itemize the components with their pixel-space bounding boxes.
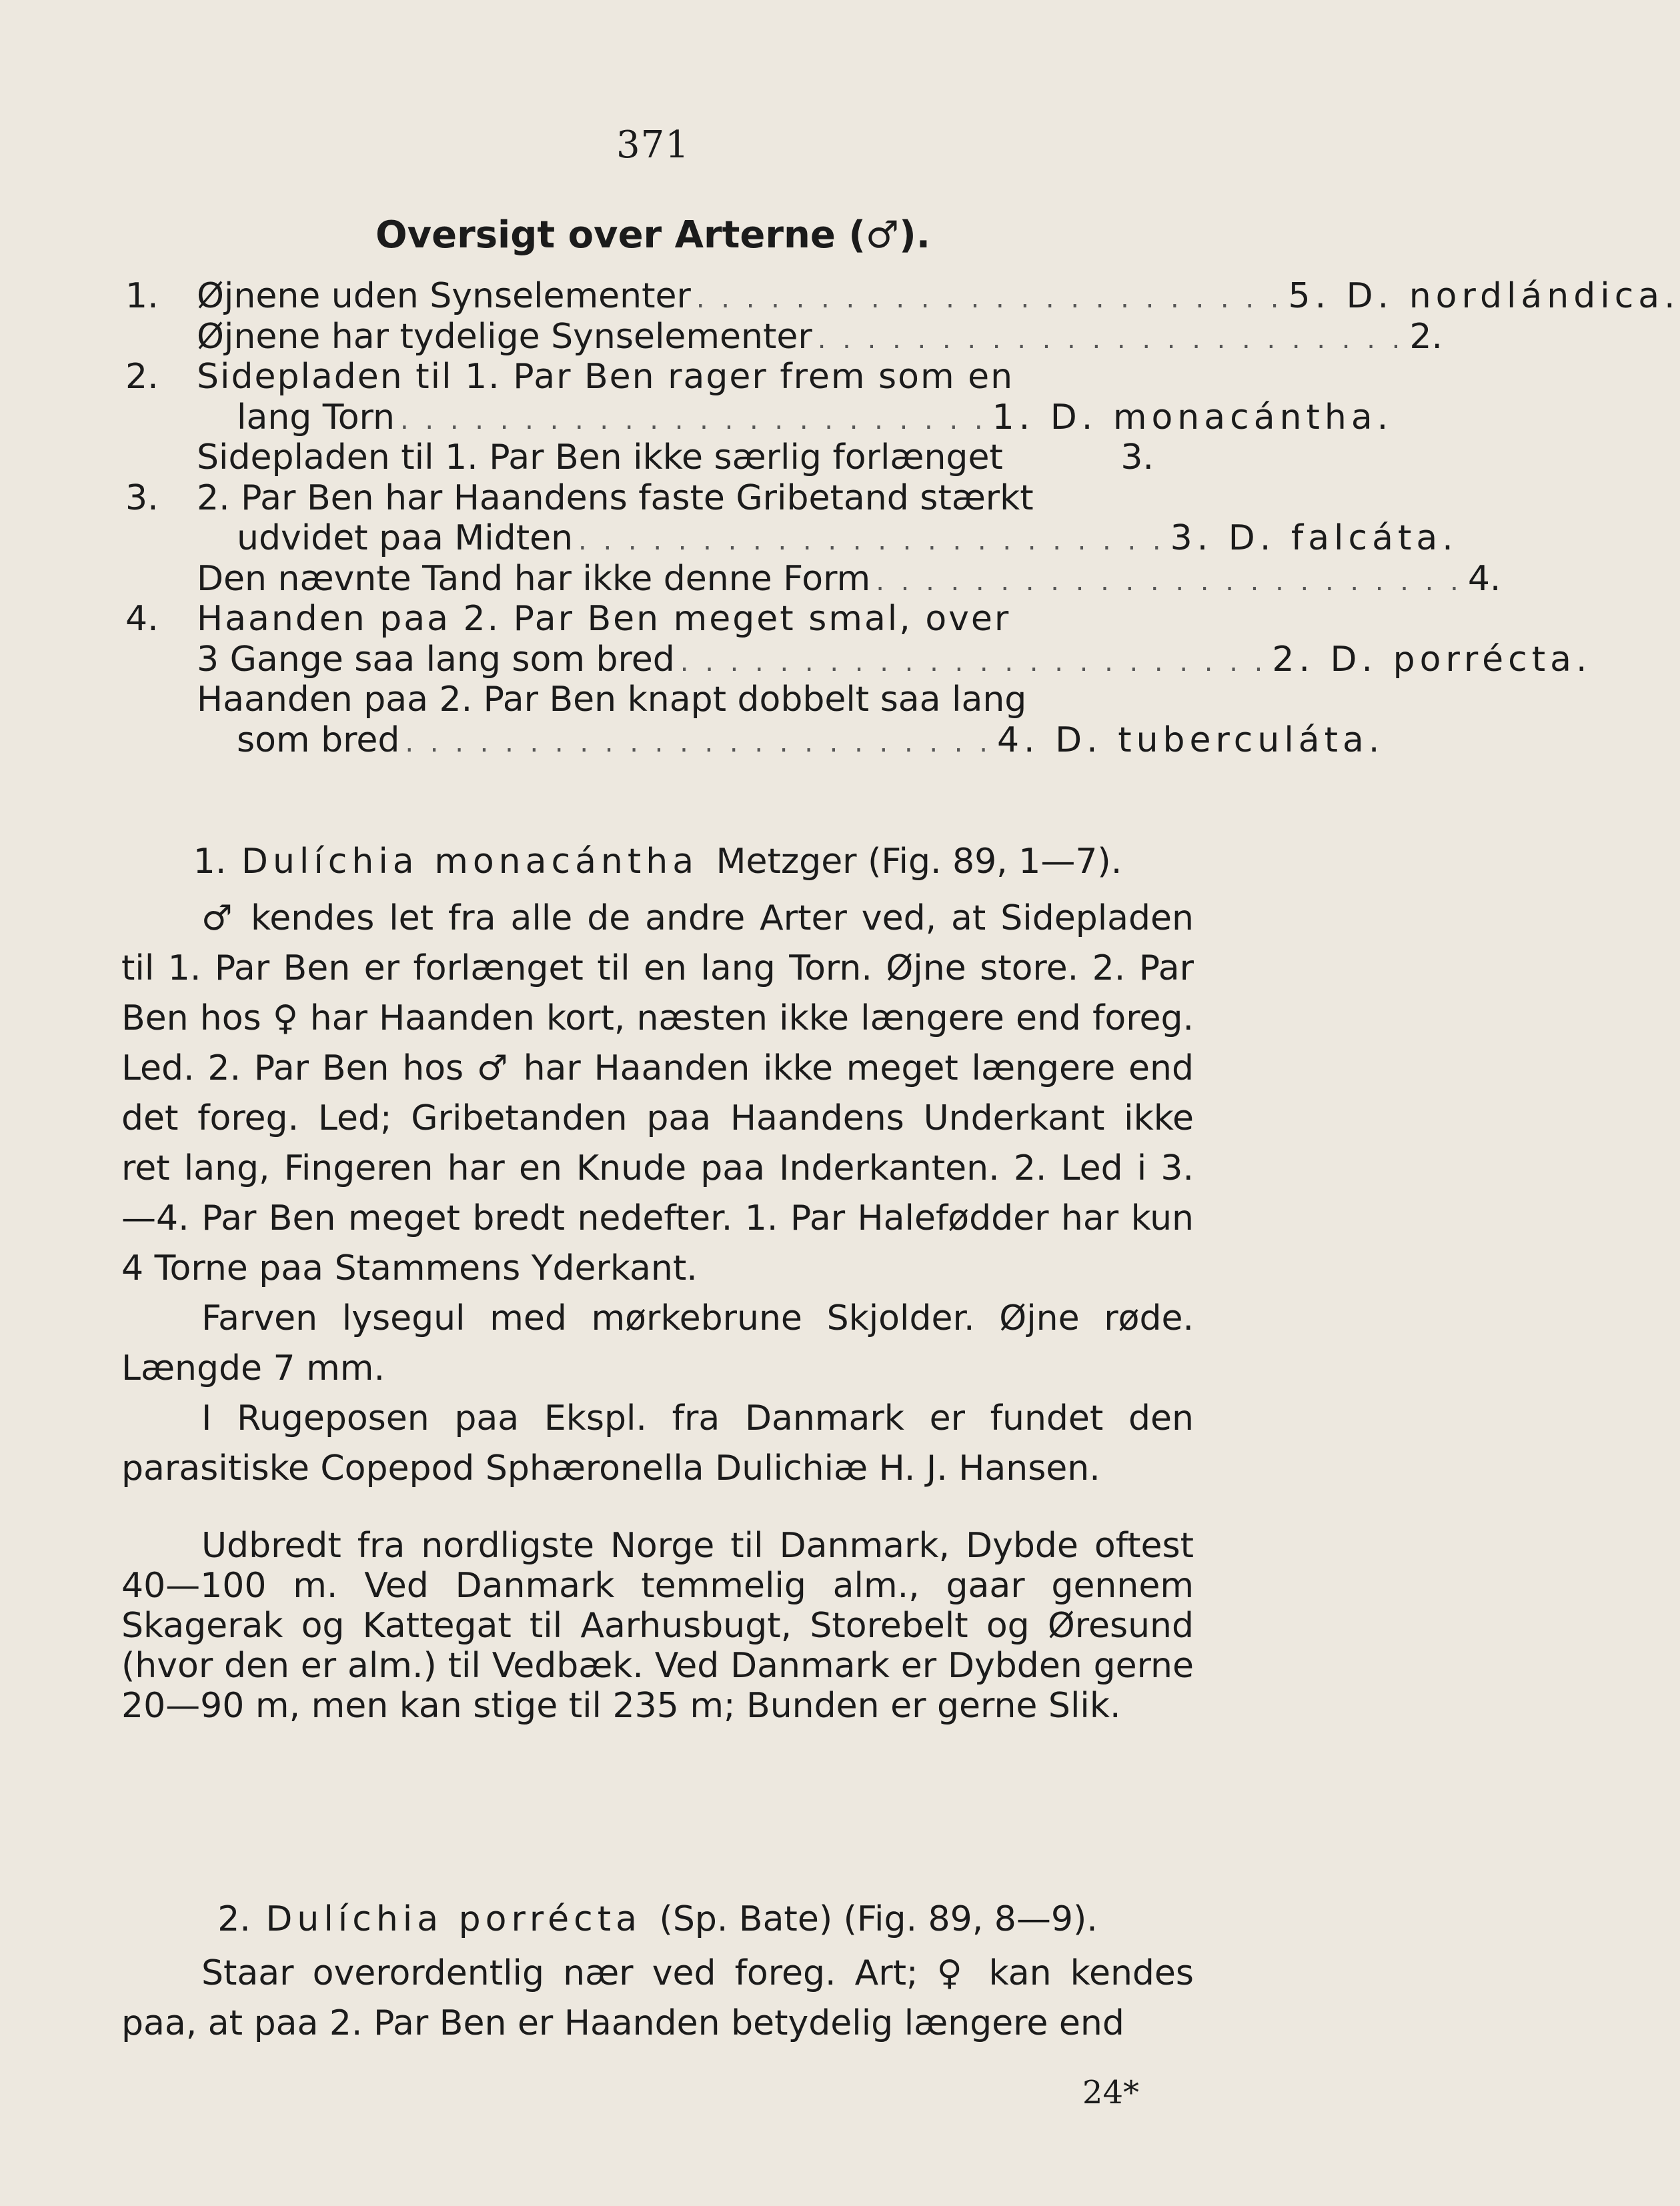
key-row-text: Sidepladen til 1. Par Ben rager frem som en (197, 357, 1014, 397)
signature-mark: 24* (1082, 2074, 1139, 2111)
species-1-parasite: I Rugeposen paa Ekspl. fra Danmark er fundet den parasitiske Copepod Sphæronella Dulichiæ H. J. Hansen. (121, 1398, 1194, 1488)
key-row-text: udvidet paa Midten (237, 518, 574, 558)
species-1-distribution: Udbredt fra nordligste Norge til Danmark, Dybde oftest 40—100 m. Ved Danmark temmelig alm., gaar gennem Skagerak og Kattegat til Aarhusbugt, Storebelt og Øresund (hvor den er alm.) til Vedbæk. Ved Danmark er Dybden gerne 20—90 m, men kan stige til 235 m; Bunden er gerne Slik. (121, 1526, 1194, 1726)
species-1-author: Metzger (Fig. 89, 1—7). (716, 842, 1122, 882)
key-row (133, 316, 1443, 357)
species-1-color: Farven lysegul med mørkebrune Skjolder. Øjne røde. Længde 7 mm. (121, 1298, 1194, 1388)
species-2-description: Staar overordentlig nær ved foreg. Art; ♀ kan kendes paa, at paa 2. Par Ben er Haanden betydelig længere end (121, 1953, 1194, 2043)
key-row (133, 720, 1385, 761)
key-row-number: 2. (125, 357, 159, 397)
key-row-number: 1. (125, 276, 159, 316)
species-1-number: 1. (193, 842, 227, 882)
key-row-result: 1. D. monacántha. (992, 397, 1393, 437)
key-row-result: 3. (1120, 437, 1154, 477)
key-row (133, 437, 1194, 478)
species-2-author: (Sp. Bate) (Fig. 89, 8—9). (659, 1899, 1098, 1939)
dot-leader: . . . . . . . . . . . . . . . . . . . . . . . . (876, 566, 1463, 597)
key-row (125, 357, 1194, 397)
key-row-result: 3. D. falcáta. (1170, 518, 1458, 558)
dot-leader: . . . . . . . . . . . . . . . . . . . . . . . . (405, 727, 992, 758)
key-row-result: 4. (1467, 558, 1501, 599)
key-row-text: 3 Gange saa lang som bred (197, 639, 675, 680)
key-row-number: 3. (125, 477, 159, 518)
dot-leader (1008, 440, 1116, 481)
key-row-result: 5. D. nordlándica. (1288, 276, 1680, 316)
page-number: 371 (616, 123, 690, 167)
key-row-text: Øjnene har tydelige Synselementer (197, 316, 812, 357)
dot-leader: . . . . . . . . . . . . . . . . . . . . . . . . (817, 323, 1405, 355)
key-row-result: 2. D. porrécta. (1272, 639, 1592, 680)
key-row (133, 639, 1592, 680)
key-row-text: Haanden paa 2. Par Ben meget smal, over (197, 599, 1011, 639)
key-row-text: Den nævnte Tand har ikke denne Form (197, 558, 871, 599)
key-row (125, 477, 1194, 519)
key-title: Oversigt over Arterne (♂). (375, 213, 930, 257)
species-1-heading (121, 842, 1194, 882)
key-row (133, 518, 1458, 559)
key-row (133, 680, 1194, 720)
key-row-number: 4. (125, 599, 159, 639)
key-row-text: Øjnene uden Synselementer (197, 276, 691, 316)
dot-leader: . . . . . . . . . . . . . . . . . . . . . . . . (680, 646, 1267, 678)
species-2-section (121, 1899, 1194, 2049)
key-row-text: Haanden paa 2. Par Ben knapt dobbelt saa lang (197, 680, 1027, 720)
dot-leader: . . . . . . . . . . . . . . . . . . . . . . . . (578, 525, 1165, 556)
species-1-name: Dulíchia monacántha (241, 842, 699, 882)
key-row (133, 558, 1501, 600)
key-row-result: 2. (1409, 316, 1443, 357)
key-row-text: som bred (237, 720, 400, 760)
species-1-description: ♂ kendes let fra alle de andre Arter ved, at Sidepladen til 1. Par Ben er forlænget til en lang Torn. Øjne store. 2. Par Ben hos ♀ har Haanden kort, næsten ikke længere end foreg. Led. 2. Par Ben hos ♂ har Haanden ikke meget længere end det foreg. Led; Gribetanden paa Haandens Underkant ikke ret lang, Fingeren har en Knude paa Inderkanten. 2. Led i 3.—4. Par Ben meget bredt nedefter. 1. Par Halefødder har kun 4 Torne paa Stammens Yderkant. (121, 898, 1194, 1288)
species-1-section (121, 842, 1194, 1726)
species-2-number: 2. (217, 1899, 251, 1939)
key-row (125, 599, 1194, 640)
species-2-heading (121, 1899, 1194, 1939)
species-key (125, 276, 1680, 760)
dot-leader: . . . . . . . . . . . . . . . . . . . . . . . . (696, 283, 1283, 314)
key-row-text: 2. Par Ben har Haandens faste Gribetand stærkt (197, 477, 1034, 518)
key-row-text: lang Torn (237, 397, 395, 437)
species-2-name: Dulíchia porrécta (265, 1899, 642, 1939)
key-row (133, 397, 1393, 438)
key-row (125, 276, 1680, 317)
key-row-text: Sidepladen til 1. Par Ben ikke særlig forlænget (197, 437, 1003, 477)
dot-leader: . . . . . . . . . . . . . . . . . . . . . . . . (399, 404, 987, 435)
key-row-result: 4. D. tuberculáta. (996, 720, 1385, 760)
